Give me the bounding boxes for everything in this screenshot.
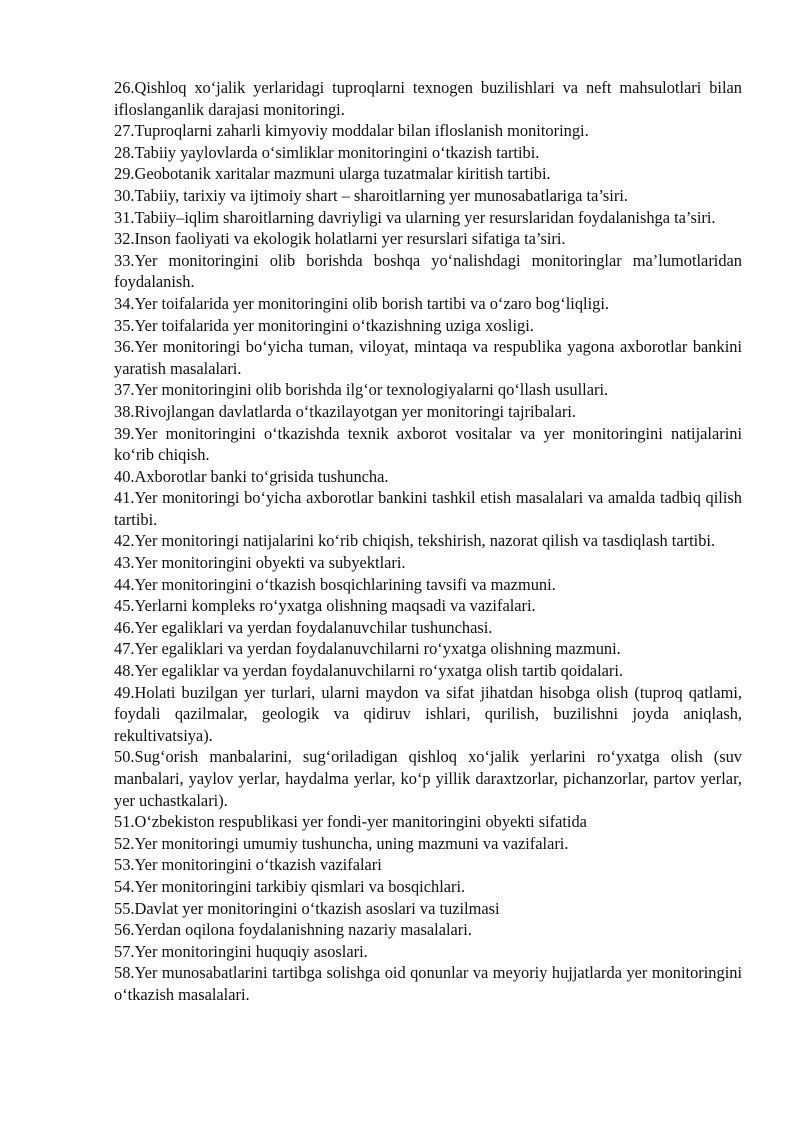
list-item: 53.Yer monitoringini o‘tkazish vazifalari [114, 855, 382, 875]
list-item: 49.Holati buzilgan yer turlari, ularni maydon va sifat jihatdan hisobga olish (tuproq qatlami, foydali qazilmalar, geologik va qidiruv ishlari, qurilish, buzilishni joyda aniqlash, rekultivatsiya). [114, 682, 742, 745]
list-item: 55.Davlat yer monitoringini o‘tkazish asoslari va tuzilmasi [114, 898, 500, 918]
list-item: 34.Yer toifalarida yer monitoringini olib borish tartibi va o‘zaro bog‘liqligi. [114, 293, 609, 313]
list-item: 52.Yer monitoringi umumiy tushuncha, uning mazmuni va vazifalari. [114, 833, 569, 853]
list-item: 29.Geobotanik xaritalar mazmuni ularga tuzatmalar kiritish tartibi. [114, 164, 551, 184]
list-item: 26.Qishloq xo‘jalik yerlaridagi tuproqlarni texnogen buzilishlari va neft mahsulotlari bilan ifloslanganlik darajasi monitoringi. [114, 78, 742, 119]
list-item: 30.Tabiiy, tarixiy va ijtimoiy shart – sharoitlarning yer munosabatlariga ta’siri. [114, 185, 628, 205]
list-item: 27.Tuproqlarni zaharli kimyoviy moddalar bilan ifloslanish monitoringi. [114, 121, 589, 141]
list-item: 40.Axborotlar banki to‘grisida tushuncha. [114, 466, 389, 486]
list-item: 35.Yer toifalarida yer monitoringini o‘tkazishning uziga xosligi. [114, 315, 534, 335]
list-item: 48.Yer egaliklar va yerdan foydalanuvchilarni ro‘yxatga olish tartib qoidalari. [114, 661, 624, 681]
list-item: 36.Yer monitoringi bo‘yicha tuman, viloyat, mintaqa va respublika yagona axborotlar bankini yaratish masalalari. [114, 337, 742, 378]
list-item: 33.Yer monitoringini olib borishda boshqa yo‘nalishdagi monitoringlar ma’lumotlaridan foydalanish. [114, 250, 742, 292]
list-item: 31.Tabiiy–iqlim sharoitlarning davriyligi va ularning yer resurslaridan foydalanishga ta’siri. [114, 207, 716, 227]
list-item: 50.Sug‘orish manbalarini, sug‘oriladigan qishloq xo‘jalik yerlarini ro‘yxatga olish (suv manbalari, yaylov yerlar, haydalma yerlar, ko‘p yillik daraxtzorlar, pichanzorlar, partov yerlar, yer uchastkalari). [114, 747, 742, 810]
list-item: 58.Yer munosabatlarini tartibga solishga oid qonunlar va meyoriy hujjatlarda yer monitoringini o‘tkazish masalalari. [114, 963, 742, 1004]
list-item: 28.Tabiiy yaylovlarda o‘simliklar monitoringini o‘tkazish tartibi. [114, 142, 540, 162]
list-item: 46.Yer egaliklari va yerdan foydalanuvchilar tushunchasi. [114, 617, 493, 637]
list-item: 51.O‘zbekiston respublikasi yer fondi-yer manitoringini obyekti sifatida [114, 812, 587, 832]
list-item: 32.Inson faoliyati va ekologik holatlarni yer resurslari sifatiga ta’siri. [114, 229, 566, 249]
list-item: 42.Yer monitoringi natijalarini ko‘rib chiqish, tekshirish, nazorat qilish va tasdiqlash tartibi. [114, 531, 716, 551]
document-page [114, 77, 742, 1006]
list-item: 56.Yerdan oqilona foydalanishning nazariy masalalari. [114, 920, 472, 940]
list-item: 57.Yer monitoringini huquqiy asoslari. [114, 941, 368, 961]
list-item: 43.Yer monitoringini obyekti va subyektlari. [114, 553, 406, 573]
list-item: 44.Yer monitoringini o‘tkazish bosqichlarining tavsifi va mazmuni. [114, 574, 556, 594]
list-item: 39.Yer monitoringini o‘tkazishda texnik axborot vositalar va yer monitoringini natijalarini ko‘rib chiqish. [114, 423, 742, 465]
list-item: 38.Rivojlangan davlatlarda o‘tkazilayotgan yer monitoringi tajribalari. [114, 401, 576, 421]
list-item: 47.Yer egaliklari va yerdan foydalanuvchilarni ro‘yxatga olishning mazmuni. [114, 639, 621, 659]
list-item: 54.Yer monitoringini tarkibiy qismlari va bosqichlari. [114, 876, 466, 896]
list-item: 41.Yer monitoringi bo‘yicha axborotlar bankini tashkil etish masalalari va amalda tadbiq qilish tartibi. [114, 488, 742, 529]
list-item: 37.Yer monitoringini olib borishda ilg‘or texnologiyalarni qo‘llash usullari. [114, 380, 609, 400]
list-item: 45.Yerlarni kompleks ro‘yxatga olishning maqsadi va vazifalari. [114, 596, 536, 616]
